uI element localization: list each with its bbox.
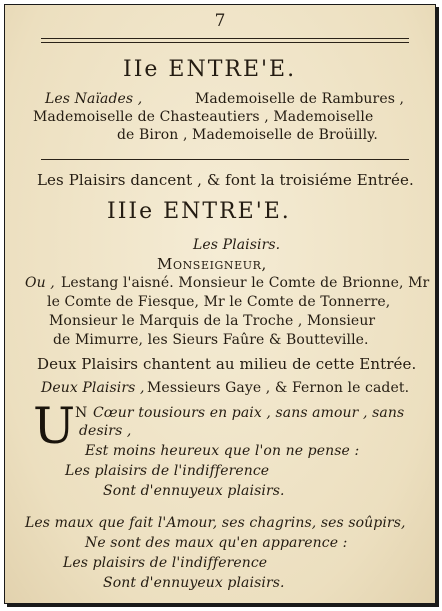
verse-line-4: Les plaisirs de l'indifference bbox=[65, 463, 270, 479]
entry-3-dancers-line-2: le Comte de Fiesque, Mr le Comte de Tonnerre, bbox=[47, 294, 391, 310]
entry-2-dancer: Mademoiselle de Rambures , bbox=[195, 91, 405, 107]
entry-2-dancers-line-3: de Biron , Mademoiselle de Broüilly. bbox=[117, 127, 378, 143]
entry-3-dancers-line-1: Lestang l'aisné. Monsieur le Comte de Brionne, Mr bbox=[61, 275, 430, 291]
book-page bbox=[5, 5, 435, 603]
dance-note: Les Plaisirs dancent , & font la troisiéme Entrée. bbox=[37, 171, 414, 189]
entry-3-title: IIIe ENTRE'E. bbox=[107, 199, 291, 224]
page-frame bbox=[4, 4, 436, 604]
entry-3-role: Les Plaisirs. bbox=[193, 237, 281, 253]
entry-3-main-dancer: Monseigneur, bbox=[157, 255, 267, 273]
entry-2-dancers-line-2: Mademoiselle de Chasteautiers , Mademoiselle bbox=[33, 109, 374, 125]
header-rule bbox=[41, 38, 409, 39]
entry-2-title: IIe ENTRE'E. bbox=[123, 57, 297, 82]
verse-line-7: Ne sont des maux qu'en apparence : bbox=[85, 535, 348, 551]
verse-line-3: Est moins heureux que l'on ne pense : bbox=[85, 443, 360, 459]
verse-line-8: Les plaisirs de l'indifference bbox=[63, 555, 268, 571]
verse-line-9: Sont d'ennuyeux plaisirs. bbox=[103, 575, 285, 591]
page-number: 7 bbox=[214, 11, 226, 31]
singing-note: Deux Plaisirs chantent au milieu de cette Entrée. bbox=[37, 355, 417, 373]
section-rule bbox=[41, 159, 409, 160]
verse-first-letter: N bbox=[75, 405, 88, 421]
singers-role: Deux Plaisirs , bbox=[41, 380, 145, 396]
entry-3-or: Ou , bbox=[25, 275, 55, 291]
entry-3-dancers-line-3: Monsieur le Marquis de la Troche , Monsieur bbox=[49, 313, 376, 329]
entry-2-role: Les Naïades , bbox=[45, 91, 143, 107]
verse-line-1: Cœur tousiours en paix , sans amour , sans bbox=[93, 405, 405, 421]
verse-line-5: Sont d'ennuyeux plaisirs. bbox=[103, 483, 285, 499]
entry-3-dancers-line-4: de Mimurre, les Sieurs Faûre & Boutteville. bbox=[53, 332, 369, 348]
verse-line-2: desirs , bbox=[79, 423, 132, 439]
singers-names: Messieurs Gaye , & Fernon le cadet. bbox=[147, 380, 410, 396]
verse-line-6: Les maux que fait l'Amour, ses chagrins, ses soûpirs, bbox=[25, 515, 406, 531]
header-rule-double bbox=[41, 42, 409, 43]
drop-cap: U bbox=[33, 397, 76, 455]
